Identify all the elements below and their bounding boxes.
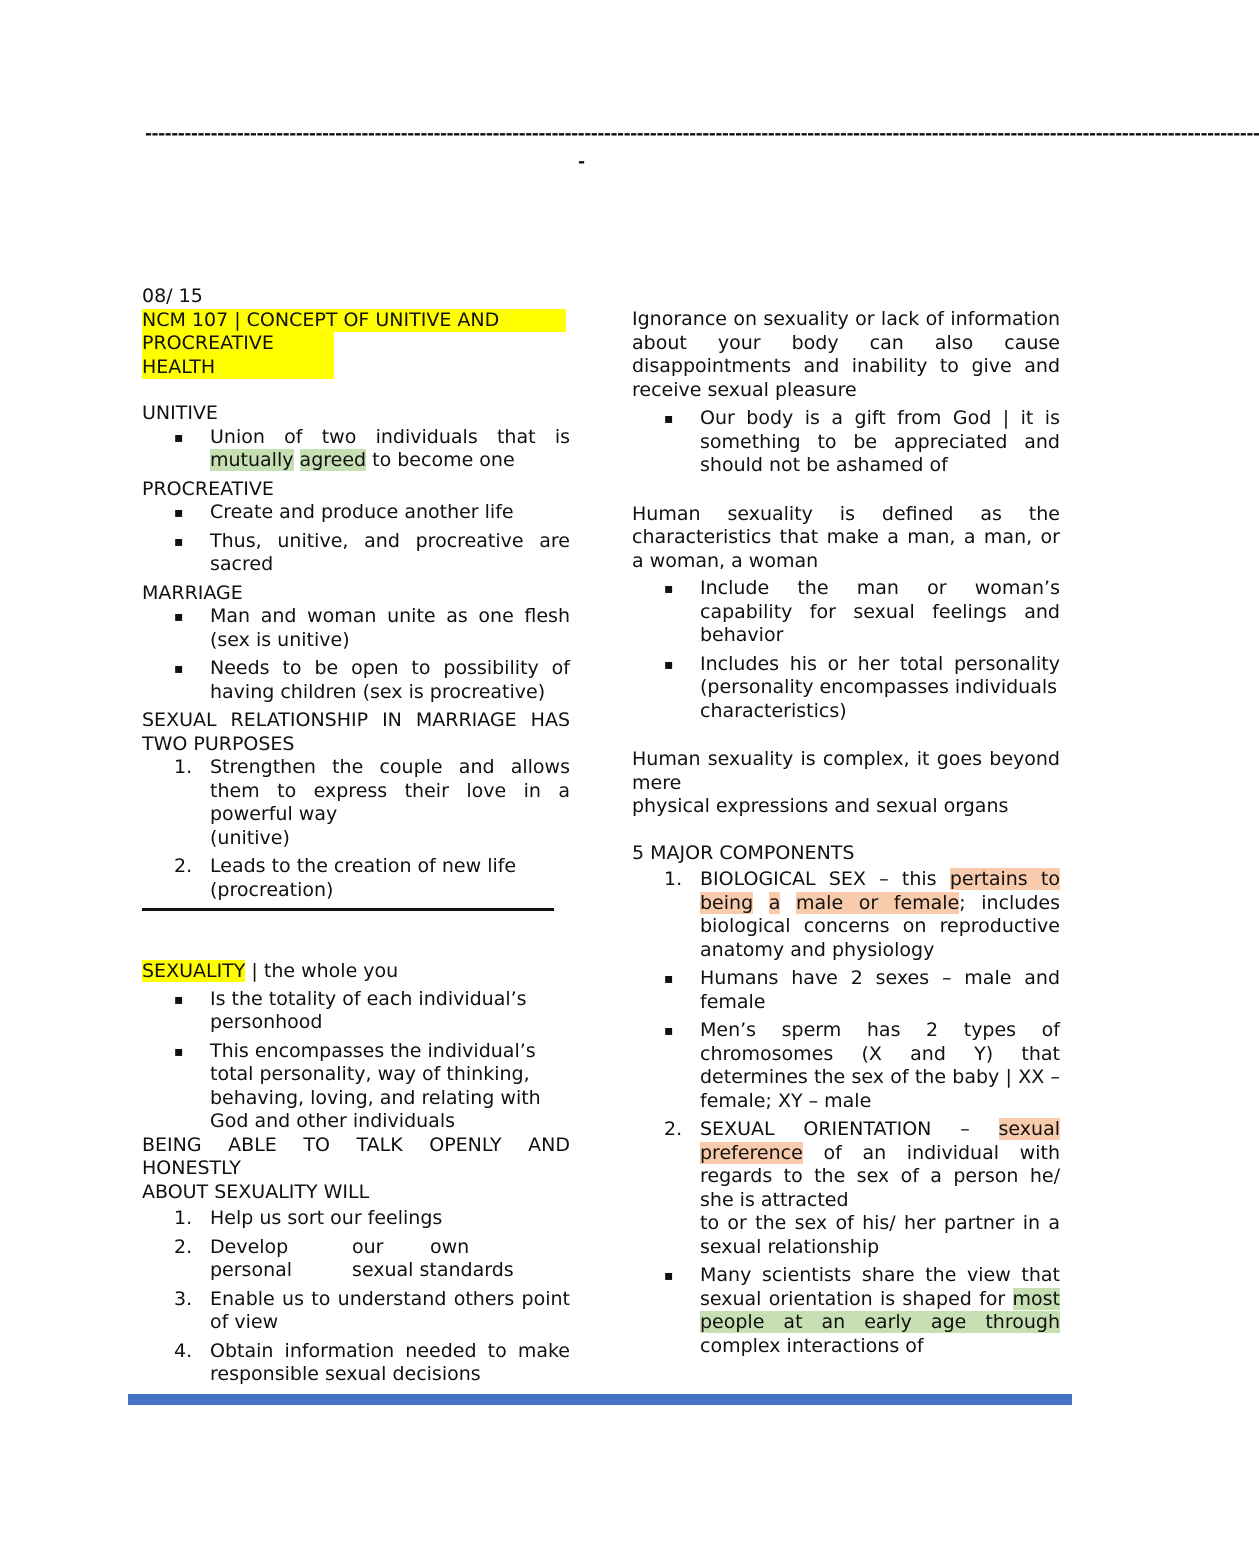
talk-list bbox=[142, 1207, 570, 1387]
title-line-1: NCM 107 | CONCEPT OF UNITIVE AND bbox=[142, 309, 566, 333]
page-title bbox=[142, 309, 570, 380]
list-item: ▪ Our body is a gift from God | it is something to be appreciated and should not be ashamed of bbox=[664, 407, 1060, 476]
bullet-icon: ▪ bbox=[664, 581, 674, 597]
complex-paragraph-2: physical expressions and sexual organs bbox=[632, 795, 1009, 817]
list-item: ▪ Humans have 2 sexes – male and female bbox=[664, 967, 1060, 1013]
list-item: ▪ Thus, unitive, and procreative are sacred bbox=[174, 529, 570, 575]
bullet-icon: ▪ bbox=[174, 661, 184, 677]
orientation-list bbox=[632, 1264, 1060, 1358]
list-item: ▪ Create and produce another life bbox=[142, 501, 570, 525]
talk-heading-2: ABOUT SEXUALITY WILL bbox=[142, 1180, 370, 1203]
list-item: ▪ Man and woman unite as one flesh (sex is unitive) bbox=[174, 605, 570, 651]
components-list-2 bbox=[632, 1118, 1060, 1259]
bullet-icon: ▪ bbox=[174, 609, 184, 625]
date: 08/ 15 bbox=[142, 285, 203, 307]
bullet-icon: ▪ bbox=[664, 656, 674, 673]
body-list bbox=[632, 407, 1060, 478]
list-item: ▪ This encompasses the individual’s total personality, way of thinking, behaving, loving, and relating with God and other individuals bbox=[174, 1039, 541, 1132]
list-item: ▪ Is the totality of each individual’s personhood bbox=[174, 987, 527, 1033]
bullet-icon: ▪ bbox=[664, 411, 674, 427]
list-item: ▪ Men’s sperm has 2 types of chromosomes (X and Y) that determines the sex of the baby | XX – female; XY – male bbox=[664, 1019, 1060, 1112]
left-column bbox=[142, 285, 570, 1392]
bullet-icon: ▪ bbox=[174, 429, 184, 446]
procreative-heading: PROCREATIVE bbox=[142, 477, 274, 500]
title-line-3: HEALTH bbox=[142, 356, 334, 380]
bullet-icon: ▪ bbox=[664, 1268, 674, 1284]
list-item: ▪ Many scientists share the view that sexual orientation is shaped for most people at an early age through complex interactions of bbox=[664, 1264, 1060, 1357]
complex-paragraph: Human sexuality is complex, it goes beyond mere bbox=[632, 748, 1060, 794]
list-item: 1. Strengthen the couple and allows them to express their love in a powerful way (unitive) bbox=[174, 756, 570, 849]
list-item: 2. SEXUAL ORIENTATION – sexual preference of an individual with regards to the sex of a person he/ she is attracted to or the sex of his/ her partner in a sexual relationship bbox=[664, 1118, 1060, 1258]
procreative-list bbox=[142, 501, 570, 577]
talk-heading: BEING ABLE TO TALK OPENLY AND HONESTLY bbox=[142, 1133, 570, 1179]
marriage-list bbox=[142, 605, 570, 704]
sexuality-list bbox=[142, 988, 570, 1134]
list-item: ▪ Union of two individuals that is mutually agreed to become one bbox=[174, 425, 570, 471]
page-footer-bar bbox=[128, 1394, 1072, 1405]
marriage-heading: MARRIAGE bbox=[142, 581, 243, 604]
sexual-relationship-heading: SEXUAL RELATIONSHIP IN MARRIAGE HAS TWO PURPOSES bbox=[142, 709, 570, 755]
ignorance-paragraph: Ignorance on sexuality or lack of information about your body can also cause disappointments and inability to give and receive sexual pleasure bbox=[632, 308, 1060, 401]
list-item: 2. Develop our own personal sexual standards bbox=[174, 1235, 514, 1281]
bullet-icon: ▪ bbox=[174, 991, 184, 1008]
bullet-icon: ▪ bbox=[664, 971, 674, 987]
list-item: ▪ Needs to be open to possibility of having children (sex is procreative) bbox=[174, 657, 570, 703]
components-list bbox=[632, 868, 1060, 962]
dashed-separator: -------------------------------------------------------------------------------------------------------------------------------------------------------------------------- bbox=[145, 124, 1259, 144]
human-sexuality-definition: Human sexuality is defined as the characteristics that make a man, a man, or a woman, a woman bbox=[632, 502, 1060, 572]
list-item: 1. BIOLOGICAL SEX – this pertains to being a male or female; includes biological concerns on reproductive anatomy and physiology bbox=[664, 868, 1060, 961]
bullet-icon: ▪ bbox=[664, 1023, 674, 1039]
bullet-icon: ▪ bbox=[174, 1043, 184, 1060]
bullet-icon: ▪ bbox=[174, 505, 184, 521]
list-item: ▪ Include the man or woman’s capability for sexual feelings and behavior bbox=[664, 577, 1060, 646]
title-line-2: PROCREATIVE bbox=[142, 332, 334, 356]
unitive-heading: UNITIVE bbox=[142, 402, 218, 424]
dashed-separator-tail: - bbox=[578, 152, 586, 172]
list-item: 2. Leads to the creation of new life (procreation) bbox=[174, 855, 517, 901]
list-item: ▪ Includes his or her total personality (personality encompasses individuals characteristics) bbox=[664, 652, 1060, 722]
purposes-list bbox=[142, 756, 570, 902]
list-item: 4. Obtain information needed to make responsible sexual decisions bbox=[174, 1339, 570, 1385]
components-heading: 5 MAJOR COMPONENTS bbox=[632, 841, 855, 864]
list-item: 1. Help us sort our feelings bbox=[174, 1207, 443, 1229]
biological-sex-list bbox=[632, 967, 1060, 1113]
definition-list bbox=[632, 577, 1060, 723]
sexuality-heading: SEXUALITY | the whole you bbox=[142, 960, 399, 982]
list-item: 3. Enable us to understand others point of view bbox=[174, 1287, 570, 1333]
unitive-list bbox=[142, 426, 570, 473]
right-column bbox=[632, 308, 1060, 1363]
bullet-icon: ▪ bbox=[174, 533, 184, 550]
